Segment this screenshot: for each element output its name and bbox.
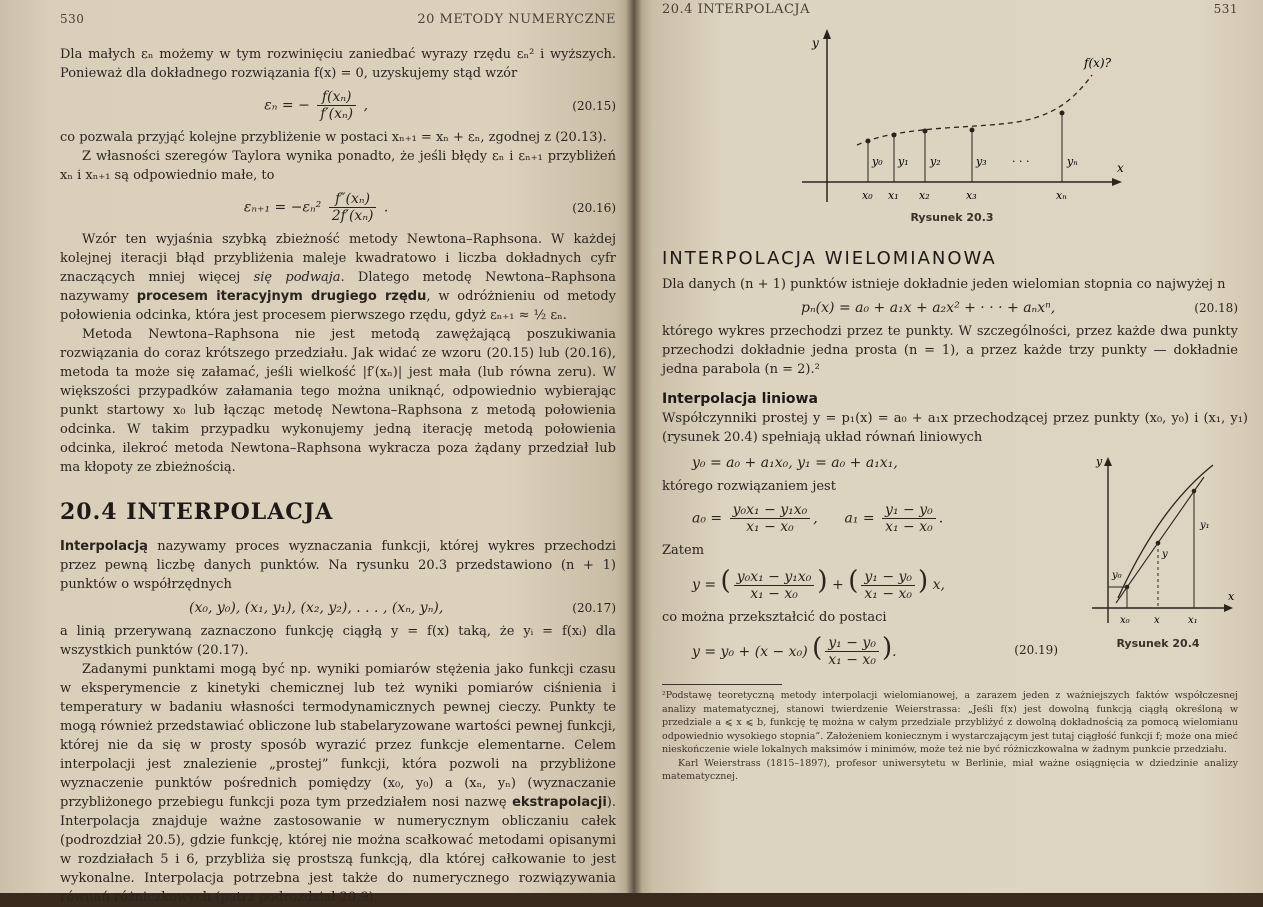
- left-chapter-title: 20 METODY NUMERYCZNE: [417, 12, 616, 27]
- eq-a1-denominator: x₁ − x₀: [885, 519, 933, 535]
- eq-a0-denominator: x₁ − x₀: [746, 519, 794, 535]
- eq-20-19-label: (20.19): [1014, 643, 1058, 658]
- figure-20-4-plot: [1078, 453, 1238, 633]
- fig4-y0: y₀: [1112, 570, 1122, 581]
- equation-line: y = ( $\frac{\text{y₀x₁ − y₁x₀}}{\text{x₁ − x₀}}$ ) + ( $\frac{\text{y₁ − y₀}}{\text{x₁ − x₀}}$ ) x,: [692, 566, 946, 602]
- fig4-chord: [1116, 477, 1204, 603]
- right-para-5: co można przekształcić do postaci: [662, 609, 887, 625]
- eq-20-19-lhs: y = y₀ + (x − x₀): [692, 643, 808, 660]
- right-page-number: 531: [1213, 2, 1238, 16]
- fig3-point-3: [970, 128, 975, 133]
- eq-20-19-numerator: y₁ − y₀: [825, 635, 879, 652]
- eq-20-19-denominator: x₁ − x₀: [828, 652, 876, 668]
- fig3-yn: yₙ: [1067, 155, 1078, 168]
- eq-20-15-fraction: [317, 89, 356, 122]
- fig3-x2: x₂: [919, 189, 930, 202]
- right-section-head: 20.4 INTERPOLACJA: [662, 2, 811, 17]
- left-running-head: [60, 12, 616, 27]
- eq-20-17-label: (20.17): [572, 601, 616, 615]
- equation-coefficients: a₀ = $\frac{\text{y₀x₁ − y₁x₀}}{\text{x₁ − x₀}}$ , a₁ = $\frac{\text{y₁ − y₀}}{\text{x₁ − x₀}}$ .: [692, 502, 944, 535]
- fig3-curve-label: f(x)?: [1084, 56, 1112, 70]
- eq-20-16-label: (20.16): [572, 200, 616, 215]
- equation-20-17: [60, 600, 616, 616]
- equation-20-18: [662, 300, 1238, 316]
- fig4-x: x: [1154, 615, 1160, 626]
- footnote-2: Karl Weierstrass (1815–1897), profesor uniwersytetu w Berlinie, miał ważne osiągnięcia w dziedzinie analizy matematycznej.: [662, 757, 1238, 782]
- equation-20-16: [60, 191, 616, 224]
- linear-interp-text: [662, 409, 1248, 674]
- eq-20-19-fraction: [825, 635, 879, 668]
- eq-y-tail: x,: [932, 577, 946, 593]
- eq-20-15-numerator: f(xₙ): [317, 89, 356, 106]
- figure-20-3-caption: Rysunek 20.3: [910, 211, 994, 224]
- para-4-text-a: Wzór ten wyjaśnia szybką zbieżność metody Newtona–Raphsona. W każdej kolejnej iteracji błąd przybliżenia maleje kwadratowo i liczba dokładnych cyfr znaczących mniej więcej: [60, 232, 616, 285]
- fig4-point-0: [1125, 585, 1130, 590]
- eq-20-17-body: (x₀, y₀), (x₁, y₁), (x₂, y₂), . . . , (xₙ, yₙ),: [188, 600, 444, 616]
- fig4-x0: x₀: [1120, 615, 1130, 626]
- right-running-head: [662, 2, 1238, 17]
- fig3-y0: y₀: [872, 155, 883, 168]
- linear-interp-block: [662, 409, 1248, 674]
- fig3-y1: y₁: [898, 155, 909, 168]
- fig3-x1: x₁: [888, 189, 899, 202]
- right-para-3: Współczynniki prostej y = p₁(x) = a₀ + a₁x przechodzącej przez punkty (x₀, y₀) i (x₁, y₁) (rysunek 20.4) spełniają układ równań liniowych: [662, 411, 1248, 445]
- fig4-x-arrow: [1224, 604, 1233, 612]
- eq-20-15-denominator: f′(xₙ): [320, 106, 354, 122]
- eq-y-fraction-1: [734, 569, 815, 602]
- footnote-1: ²Podstawę teoretyczną metody interpolacji wielomianowej, a zarazem jeden z ważniejszych faktów współczesnej analizy matematycznej, stanowi twierdzenie Weierstrassa: „Jeśli f(x) jest dowolną funkcją ciągłą określoną w przedziale a ⩽ x ⩽ b, funkcję tę można w całym przedziale przybliżyć z dowolną dokładnością za pomocą wielomianu odpowiednio wysokiego stopnia”. Założeniem koniecznym i wystarczającym jest tutaj ciągłość funkcji f; może ona mieć nieskończenie wiele lokalnych maksimów i minimów, może też nie być różniczkowalna w żadnym punkcie przedziału.: [662, 690, 1238, 755]
- para-4-emphasis: się podwaja: [253, 270, 341, 285]
- section-polynomial-interpolation: INTERPOLACJA WIELOMIANOWA: [662, 248, 997, 269]
- fig4-y-arrow: [1104, 457, 1112, 466]
- eq-system-body: y₀ = a₀ + a₁x₀, y₁ = a₀ + a₁x₁,: [692, 455, 898, 471]
- right-zatem: Zatem: [662, 543, 705, 558]
- eq-y-lhs: y =: [692, 577, 717, 593]
- equation-20-19: y = y₀ + (x − x₀) ( $\frac{\text{y₁ − y₀}}{\text{x₁ − x₀}}$ ). (20.19): [692, 632, 1058, 668]
- para-4-text-b: . Dlatego metodę Newtona–Raphsona nazywamy: [60, 270, 616, 304]
- eq-20-16-lhs: εₙ₊₁ = −εₙ²: [243, 199, 322, 216]
- fig4-y: y: [1162, 549, 1168, 560]
- para-4-keyword: procesem iteracyjnym drugiego rzędu: [136, 289, 427, 304]
- eq-a0-numerator: y₀x₁ − y₁x₀: [730, 502, 811, 519]
- eq-y-denominator-1: x₁ − x₀: [750, 585, 798, 602]
- eq-20-15-label: (20.15): [572, 98, 616, 113]
- eq-20-18-label: (20.18): [1194, 301, 1238, 315]
- eq-a1-fraction: [882, 502, 936, 535]
- fig3-x-arrow: [1112, 178, 1122, 186]
- fig3-point-0: [866, 139, 871, 144]
- fig3-y2: y₂: [930, 155, 941, 168]
- footnote-rule: [662, 684, 782, 685]
- eq-20-16-numerator: f″(xₙ): [329, 191, 377, 208]
- eq-y-numerator-1: y₀x₁ − y₁x₀: [734, 569, 815, 586]
- fig4-y1: y₁: [1200, 520, 1210, 531]
- left-para-7: a linią przerywaną zaznaczono funkcję ciągłą y = f(x) taką, że yᵢ = f(xᵢ) dla wszystkich punktów (20.17).: [60, 624, 616, 658]
- fig3-point-2: [923, 129, 928, 134]
- fig3-y-axis-label: y: [812, 36, 819, 50]
- eq-a1-lhs: a₁ =: [844, 510, 875, 527]
- para-8-keyword: ekstrapolacji: [512, 795, 607, 810]
- eq-20-16-fraction: [329, 191, 377, 224]
- para-6-keyword: Interpolacją: [60, 539, 148, 554]
- left-para-8: [60, 660, 616, 907]
- right-page: [634, 0, 1263, 893]
- book-gutter: [626, 0, 642, 893]
- eq-20-18-body: pₙ(x) = a₀ + a₁x + a₂x² + · · · + aₙxⁿ,: [801, 300, 1056, 316]
- fig3-point-1: [892, 133, 897, 138]
- para-6-text: nazywamy proces wyznaczania funkcji, której wykres przechodzi przez pewną liczbę danych punktów. Na rysunku 20.3 przedstawiono (n + 1) punktów o współrzędnych: [60, 539, 616, 592]
- eq-y-denominator-2: x₁ − x₀: [864, 585, 913, 602]
- eq-20-16-denominator: 2f′(xₙ): [331, 208, 374, 224]
- figure-20-3-plot: [772, 17, 1132, 207]
- fig3-ydots: · · ·: [1012, 155, 1030, 168]
- fig3-x3: x₃: [966, 189, 977, 202]
- fig3-xn: xₙ: [1056, 189, 1067, 202]
- subsection-linear-interpolation: Interpolacja liniowa: [662, 391, 818, 407]
- left-para-5: Metoda Newtona–Raphsona nie jest metodą zawężającą poszukiwania rozwiązania do coraz krótszego przedziału. Jak widać ze wzoru (20.15) lub (20.16), metoda ta może się załamać, jeśli wielkość |f′(xₙ)| jest mała (lub równa zeru). W większości przypadków załamania tego można uniknąć, odpowiednio wybierając punkt startowy x₀ lub łącząc metodę Newtona–Raphsona z metodą połowienia odcinka. W takim przypadku wykonujemy jedną iterację metodą połowienia odcinka, ilekroć metoda Newtona–Raphsona wykracza poza żądany przedział lub ma kłopoty ze zbieżnością.: [60, 327, 616, 475]
- figure-20-3: [772, 17, 1132, 224]
- eq-y-numerator-2: y₁ − y₀: [861, 569, 915, 586]
- fig4-point-1: [1192, 489, 1197, 494]
- para-8-text-a: Zadanymi punktami mogą być np. wyniki pomiarów stężenia jako funkcji czasu w eksperymencie z kinetyki chemicznej lub też wyniki pomiarów ciśnienia i temperatury w badaniu własności termodynamicznych pewnej cieczy. Punkty te mogą również przedstawiać obliczone lub stabelaryzowane wartości pewnej funkcji, której nie da się w prosty sposób wyrazić przez funkcje elementarne. Celem interpolacji jest znalezienie „prostej” funkcji, która pozwoli na przybliżone wyznaczenie punktów pośrednich pomiędzy (x₀, y₀) a (xₙ, yₙ) (wyznaczanie przybliżonego przebiegu funkcji poza tym przedziałem nosi nazwę: [60, 662, 616, 810]
- fig3-x0: x₀: [862, 189, 873, 202]
- right-para-4: którego rozwiązaniem jest: [662, 479, 836, 494]
- fig3-point-n: [1060, 111, 1065, 116]
- eq-20-16-tail: .: [383, 199, 389, 216]
- left-para-1: Dla małych εₙ możemy w tym rozwinięciu zaniedbać wyrazy rzędu εₙ² i wyższych. Ponieważ dla dokładnego rozwiązania f(x) = 0, uzyskujemy stąd wzór: [60, 47, 616, 81]
- equation-system: [662, 455, 1068, 471]
- right-para-1: Dla danych (n + 1) punktów istnieje dokładnie jeden wielomian stopnia co najwyżej n: [662, 277, 1226, 292]
- right-para-2: którego wykres przechodzi przez te punkty. W szczególności, przez każde dwa punkty przechodzi dokładnie jedna prosta (n = 1), a przez każde trzy punkty — dokładnie jedna parabola (n = 2).²: [662, 324, 1238, 377]
- left-para-2: co pozwala przyjąć kolejne przybliżenie w postaci xₙ₊₁ = xₙ + εₙ, zgodnej z (20.13).: [60, 130, 607, 145]
- figure-20-4-caption: Rysunek 20.4: [1116, 637, 1200, 650]
- fig4-point-x: [1156, 541, 1161, 546]
- fig3-y-arrow: [823, 29, 831, 39]
- eq-20-15-tail: ,: [363, 97, 369, 114]
- para-4-text-c: , w odróżnieniu od metody połowienia odcinka, która jest procesem pierwszego rzędu, gdyż εₙ₊₁ ≈ ½ εₙ.: [60, 289, 617, 323]
- eq-20-15-lhs: εₙ = −: [264, 97, 310, 114]
- equation-20-15: [60, 89, 616, 122]
- fig4-y-axis-label: y: [1096, 455, 1103, 468]
- fig4-x-axis-label: x: [1228, 590, 1235, 603]
- para-8-text-b: ). Interpolacja znajduje ważne zastosowanie w numerycznym obliczaniu całek (podrozdział 20.5), gdzie funkcję, której nie można scałkować metodami opisanymi w rozdziałach 5 i 6, przybliża się prostszą funkcją, dla której całkowanie to jest wykonalne. Interpolacja potrzebna jest także do numerycznego rozwiązywania równań różniczkowych (patrz podrozdział 20.9).: [60, 795, 616, 905]
- figure-20-4: [1078, 453, 1238, 674]
- section-title-20-4: 20.4 INTERPOLACJA: [60, 499, 334, 525]
- left-para-6: [60, 537, 616, 594]
- eq-a0-lhs: a₀ =: [692, 510, 723, 527]
- eq-y-fraction-2: [861, 569, 915, 602]
- fig3-y3: y₃: [976, 155, 987, 168]
- left-page-number: 530: [60, 12, 85, 26]
- left-para-3: Z własności szeregów Taylora wynika ponadto, że jeśli błędy εₙ i εₙ₊₁ przybliżeń xₙ i xₙ₊₁ są odpowiednio małe, to: [60, 149, 616, 183]
- fig4-x1: x₁: [1188, 615, 1198, 626]
- fig3-x-axis-label: x: [1117, 161, 1124, 175]
- eq-a0-fraction: [730, 502, 811, 535]
- eq-a1-numerator: y₁ − y₀: [882, 502, 936, 519]
- left-para-4: [60, 230, 616, 325]
